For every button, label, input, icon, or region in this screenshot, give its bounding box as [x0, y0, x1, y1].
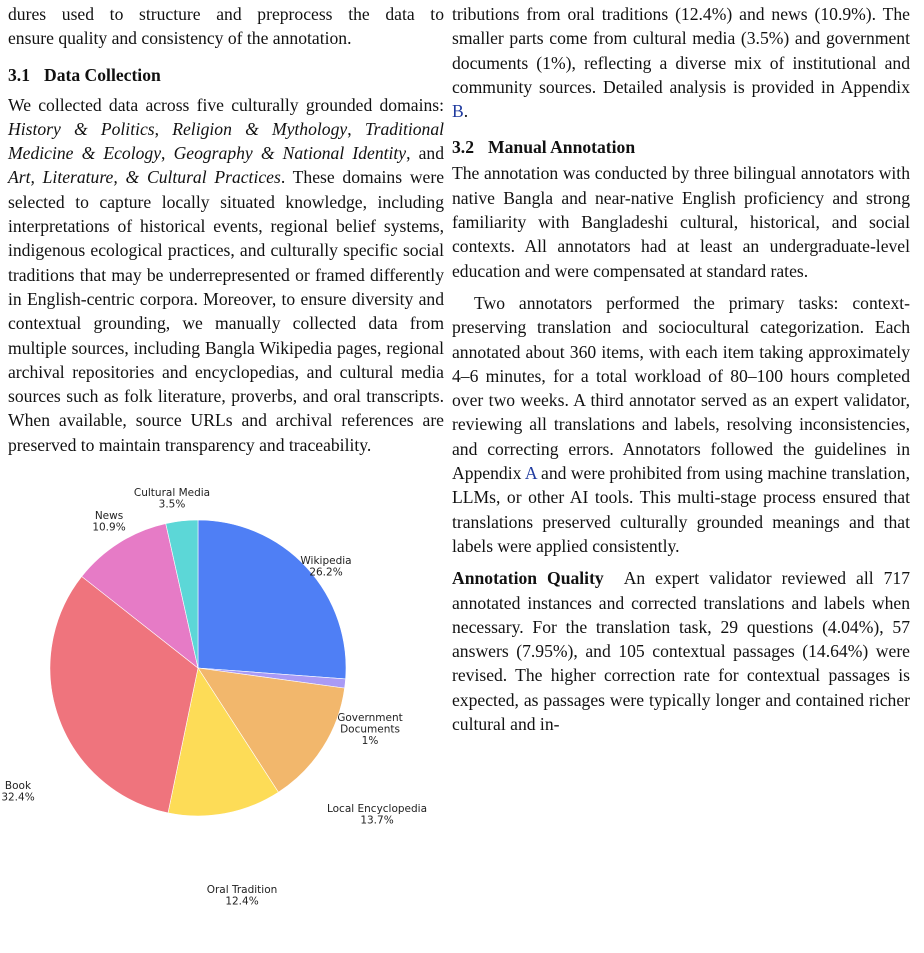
data-collection-paragraph [8, 93, 444, 457]
pie-slice-wikipedia [198, 520, 346, 679]
right-column [452, 0, 910, 736]
text-run: , [154, 118, 173, 139]
pie-label-book: Book [4, 780, 32, 792]
pie-value-label-cultural-media: 3.5% [158, 498, 186, 511]
text-run: . These domains were selected to capture locally situated knowledge, including interpretations of historical events, regional belief systems, indigenous ecological practices, and culturally specific social traditions that may be underrepresented or framed differently in English-centric corpora. Moreover, to ensure diversity and contextual grounding, we manually collected data from multiple sources, including Bangla Wikipedia pages, regional archival repositories and encyclopedias, and cultural media sources such as folk literature, proverbs, and oral transcripts. When available, source URLs and archival references are preserved to maintain transparency and traceability. [8, 167, 444, 455]
text-run: tributions from oral traditions (12.4%) and news (10.9%). The smaller parts come from cultural media (3.5%) and government documents (1%), reflecting a diverse mix of institutional and community sources. Detailed analysis is provided in Appendix [452, 4, 910, 97]
pie-value-label-government-documents: 1% [361, 735, 379, 747]
section-number: 3.1 [8, 64, 30, 85]
annotators-paragraph: The annotation was conducted by three bilingual annotators with native Bangla and near-native English proficiency and strong familiarity with Bangladeshi cultural, historical, and social contexts. All annotators had at least an undergraduate-level education and were compensated at standard rates. [452, 163, 910, 281]
pie-label-cultural-media: Cultural Media [133, 487, 211, 499]
domain-art-literature: Art, Literature, & Cultural Practices [8, 167, 281, 188]
text-run: Two annotators performed the primary tasks: context-preserving translation and sociocultural categorization. Each annotated about 360 items, with each item taking approximately 4–6 minutes, for a total workload of 80–100 hours completed over two weeks. A third annotator served as an expert validator, reviewing all translations and labels, resolving inconsistencies, and correcting errors. Annotators followed the guidelines in Appendix [452, 292, 910, 484]
section-heading-3-2 [452, 135, 910, 159]
pie-value-label-news: 10.9% [92, 521, 126, 534]
appendix-b-link[interactable]: B [452, 101, 464, 122]
section-title: Data Collection [44, 64, 161, 85]
pie-label-news: News [94, 510, 124, 522]
pie-svg [0, 420, 440, 953]
pie-label-local-encyclopedia: Local Encyclopedia [326, 803, 428, 815]
text-run: , [347, 118, 365, 139]
source-distribution-pie-chart [0, 420, 440, 953]
pie-label-government-documents: Government [337, 712, 403, 724]
text-run: An expert validator reviewed all 717 annotated instances and corrected translations and labels when necessary. For the translation task, 29 questions (4.04%), 57 answers (7.95%), and 105 contextual passages (14.64%) were revised. The higher correction rate for contextual passages is expected, as passages were typically longer and contained richer cultural and in- [452, 568, 911, 735]
section-title: Manual Annotation [488, 137, 636, 158]
domain-religion-mythology: Religion & Mythology [172, 118, 348, 139]
annotation-quality-paragraph [452, 566, 910, 736]
text-run: , and [406, 143, 445, 164]
pie-value-label-oral-tradition: 12.4% [225, 895, 259, 908]
left-column [8, 0, 444, 457]
section-heading-3-1 [8, 63, 444, 87]
domain-history-politics: History & Politics [8, 118, 155, 139]
pie-value-label-local-encyclopedia: 13.7% [360, 814, 394, 827]
runin-heading: Annotation Quality [452, 568, 604, 589]
domain-geography: Geography & National Identity [173, 143, 407, 164]
pie-label-government-documents: Documents [340, 723, 400, 736]
pie-value-label-book: 32.4% [1, 791, 35, 804]
pie-label-oral-tradition: Oral Tradition [206, 884, 278, 896]
pie-value-label-wikipedia: 26.2% [309, 566, 343, 579]
text-run: and were prohibited from using machine translation, LLMs, or other AI tools. This multi-stage process ensured that translations preserved culturally grounded meanings and that labels were applied consistently. [452, 463, 910, 556]
section-number: 3.2 [452, 137, 474, 158]
intro-line-1: dures used to structure and preprocess the data to [8, 4, 444, 24]
text-run: , [161, 143, 174, 164]
text-run: . [463, 101, 469, 122]
distribution-paragraph [452, 2, 910, 123]
domain-traditional-medicine: Traditional Medicine & Ecology [8, 118, 445, 164]
pie-label-wikipedia: Wikipedia [300, 555, 352, 567]
intro-line-2: ensure quality and consistency of the annotation. [8, 28, 352, 49]
appendix-a-link[interactable]: A [524, 463, 537, 484]
text-run: We collected data across five culturally grounded domains: [8, 94, 444, 115]
annotation-process-paragraph [452, 291, 910, 558]
